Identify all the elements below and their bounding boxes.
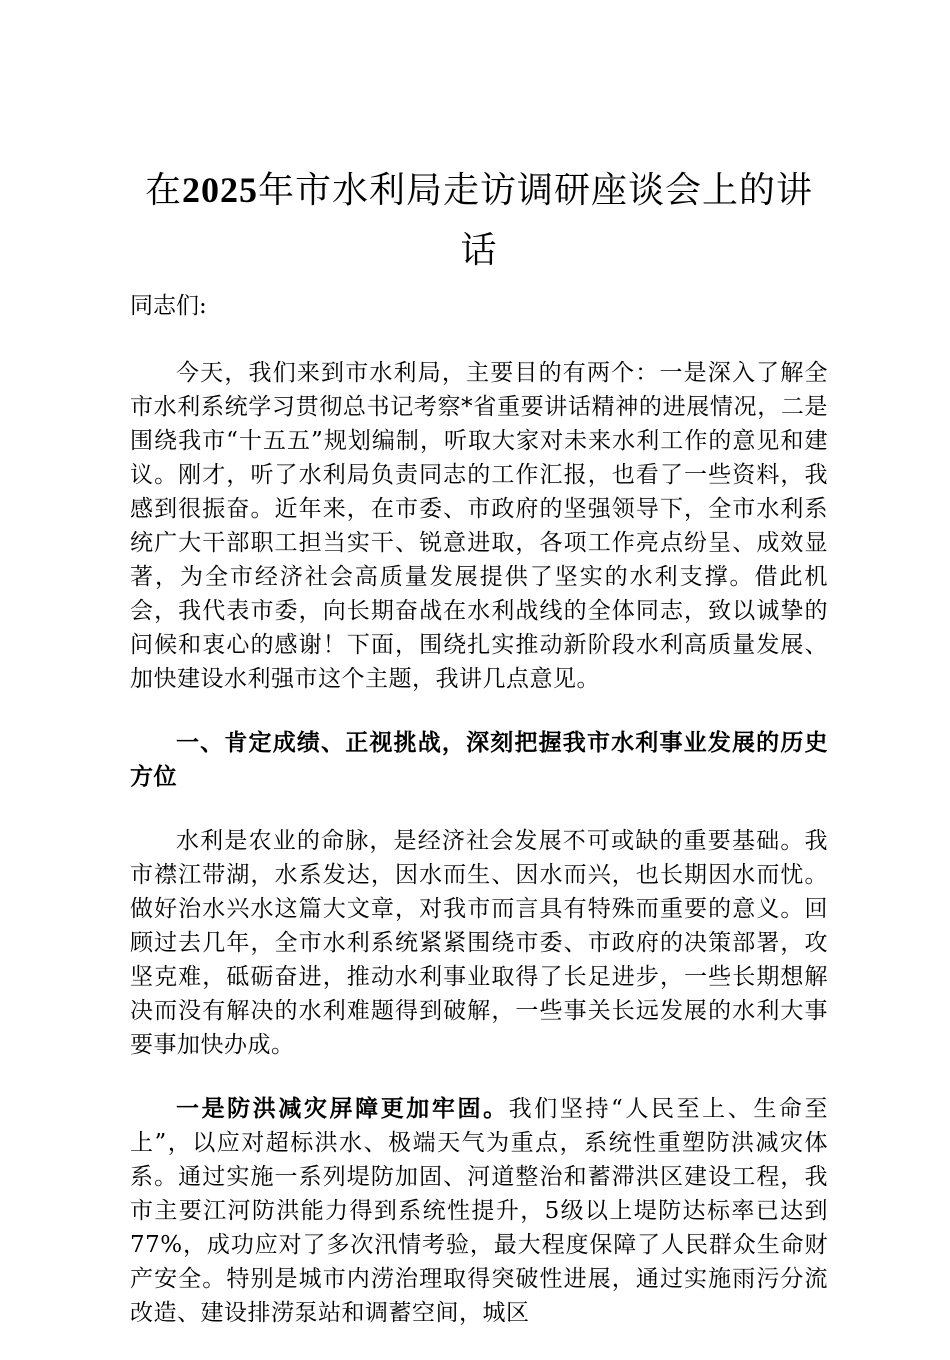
- point-1-lead: 一是防洪减灾屏障更加牢固。: [176, 1095, 509, 1122]
- point-1-paragraph: [130, 1092, 828, 1330]
- point-1-body: 我们坚持“人民至上、生命至上”，以应对超标洪水、极端天气为重点，系统性重塑防洪减灾体系。通过实施一系列堤防加固、河道整治和蓄滞洪区建设工程，我市主要江河防洪能力得到系统性提升，5级以上堤防达标率已达到77%，成功应对了多次汛情考验，最大程度保障了人民群众生命财产安全。特别是城市内涝治理取得突破性进展，通过实施雨污分流改造、建设排涝泵站和调蓄空间，城区: [130, 1096, 829, 1326]
- salutation: 同志们:: [130, 293, 207, 319]
- title-prefix: 在: [144, 170, 182, 211]
- intro-paragraph: 今天，我们来到市水利局，主要目的有两个：一是深入了解全市水利系统学习贯彻总书记考察*省重要讲话精神的进展情况，二是围绕我市“十五五”规划编制，听取大家对未来水利工作的意见和建议。刚才，听了水利局负责同志的工作汇报，也看了一些资料，我感到很振奋。近年来，在市委、市政府的坚强领导下，全市水利系统广大干部职工担当实干、锐意进取，各项工作亮点纷呈、成效显著，为全市经济社会高质量发展提供了坚实的水利支撑。借此机会，我代表市委，向长期奋战在水利战线的全体同志，致以诚挚的问候和衷心的感谢！下面，围绕扎实推动新阶段水利高质量发展、加快建设水利强市这个主题，我讲几点意见。: [130, 360, 828, 692]
- document-title: [130, 160, 828, 281]
- title-suffix: 年市水利局走访调研座谈会上的讲话: [258, 170, 814, 271]
- document-page: [130, 160, 828, 1360]
- section-heading-1: 一、肯定成绩、正视挑战，深刻把握我市水利事业发展的历史方位: [130, 729, 828, 790]
- title-year: 2025: [182, 170, 258, 210]
- section-1-paragraph: 水利是农业的命脉，是经济社会发展不可或缺的重要基础。我市襟江带湖，水系发达，因水而生、因水而兴，也长期因水而忧。做好治水兴水这篇大文章，对我市而言具有特殊而重要的意义。回顾过去几年，全市水利系统紧紧围绕市委、市政府的决策部署，攻坚克难，砥砺奋进，推动水利事业取得了长足进步，一些长期想解决而没有解决的水利难题得到破解，一些事关长远发展的水利大事要事加快办成。: [130, 828, 828, 1058]
